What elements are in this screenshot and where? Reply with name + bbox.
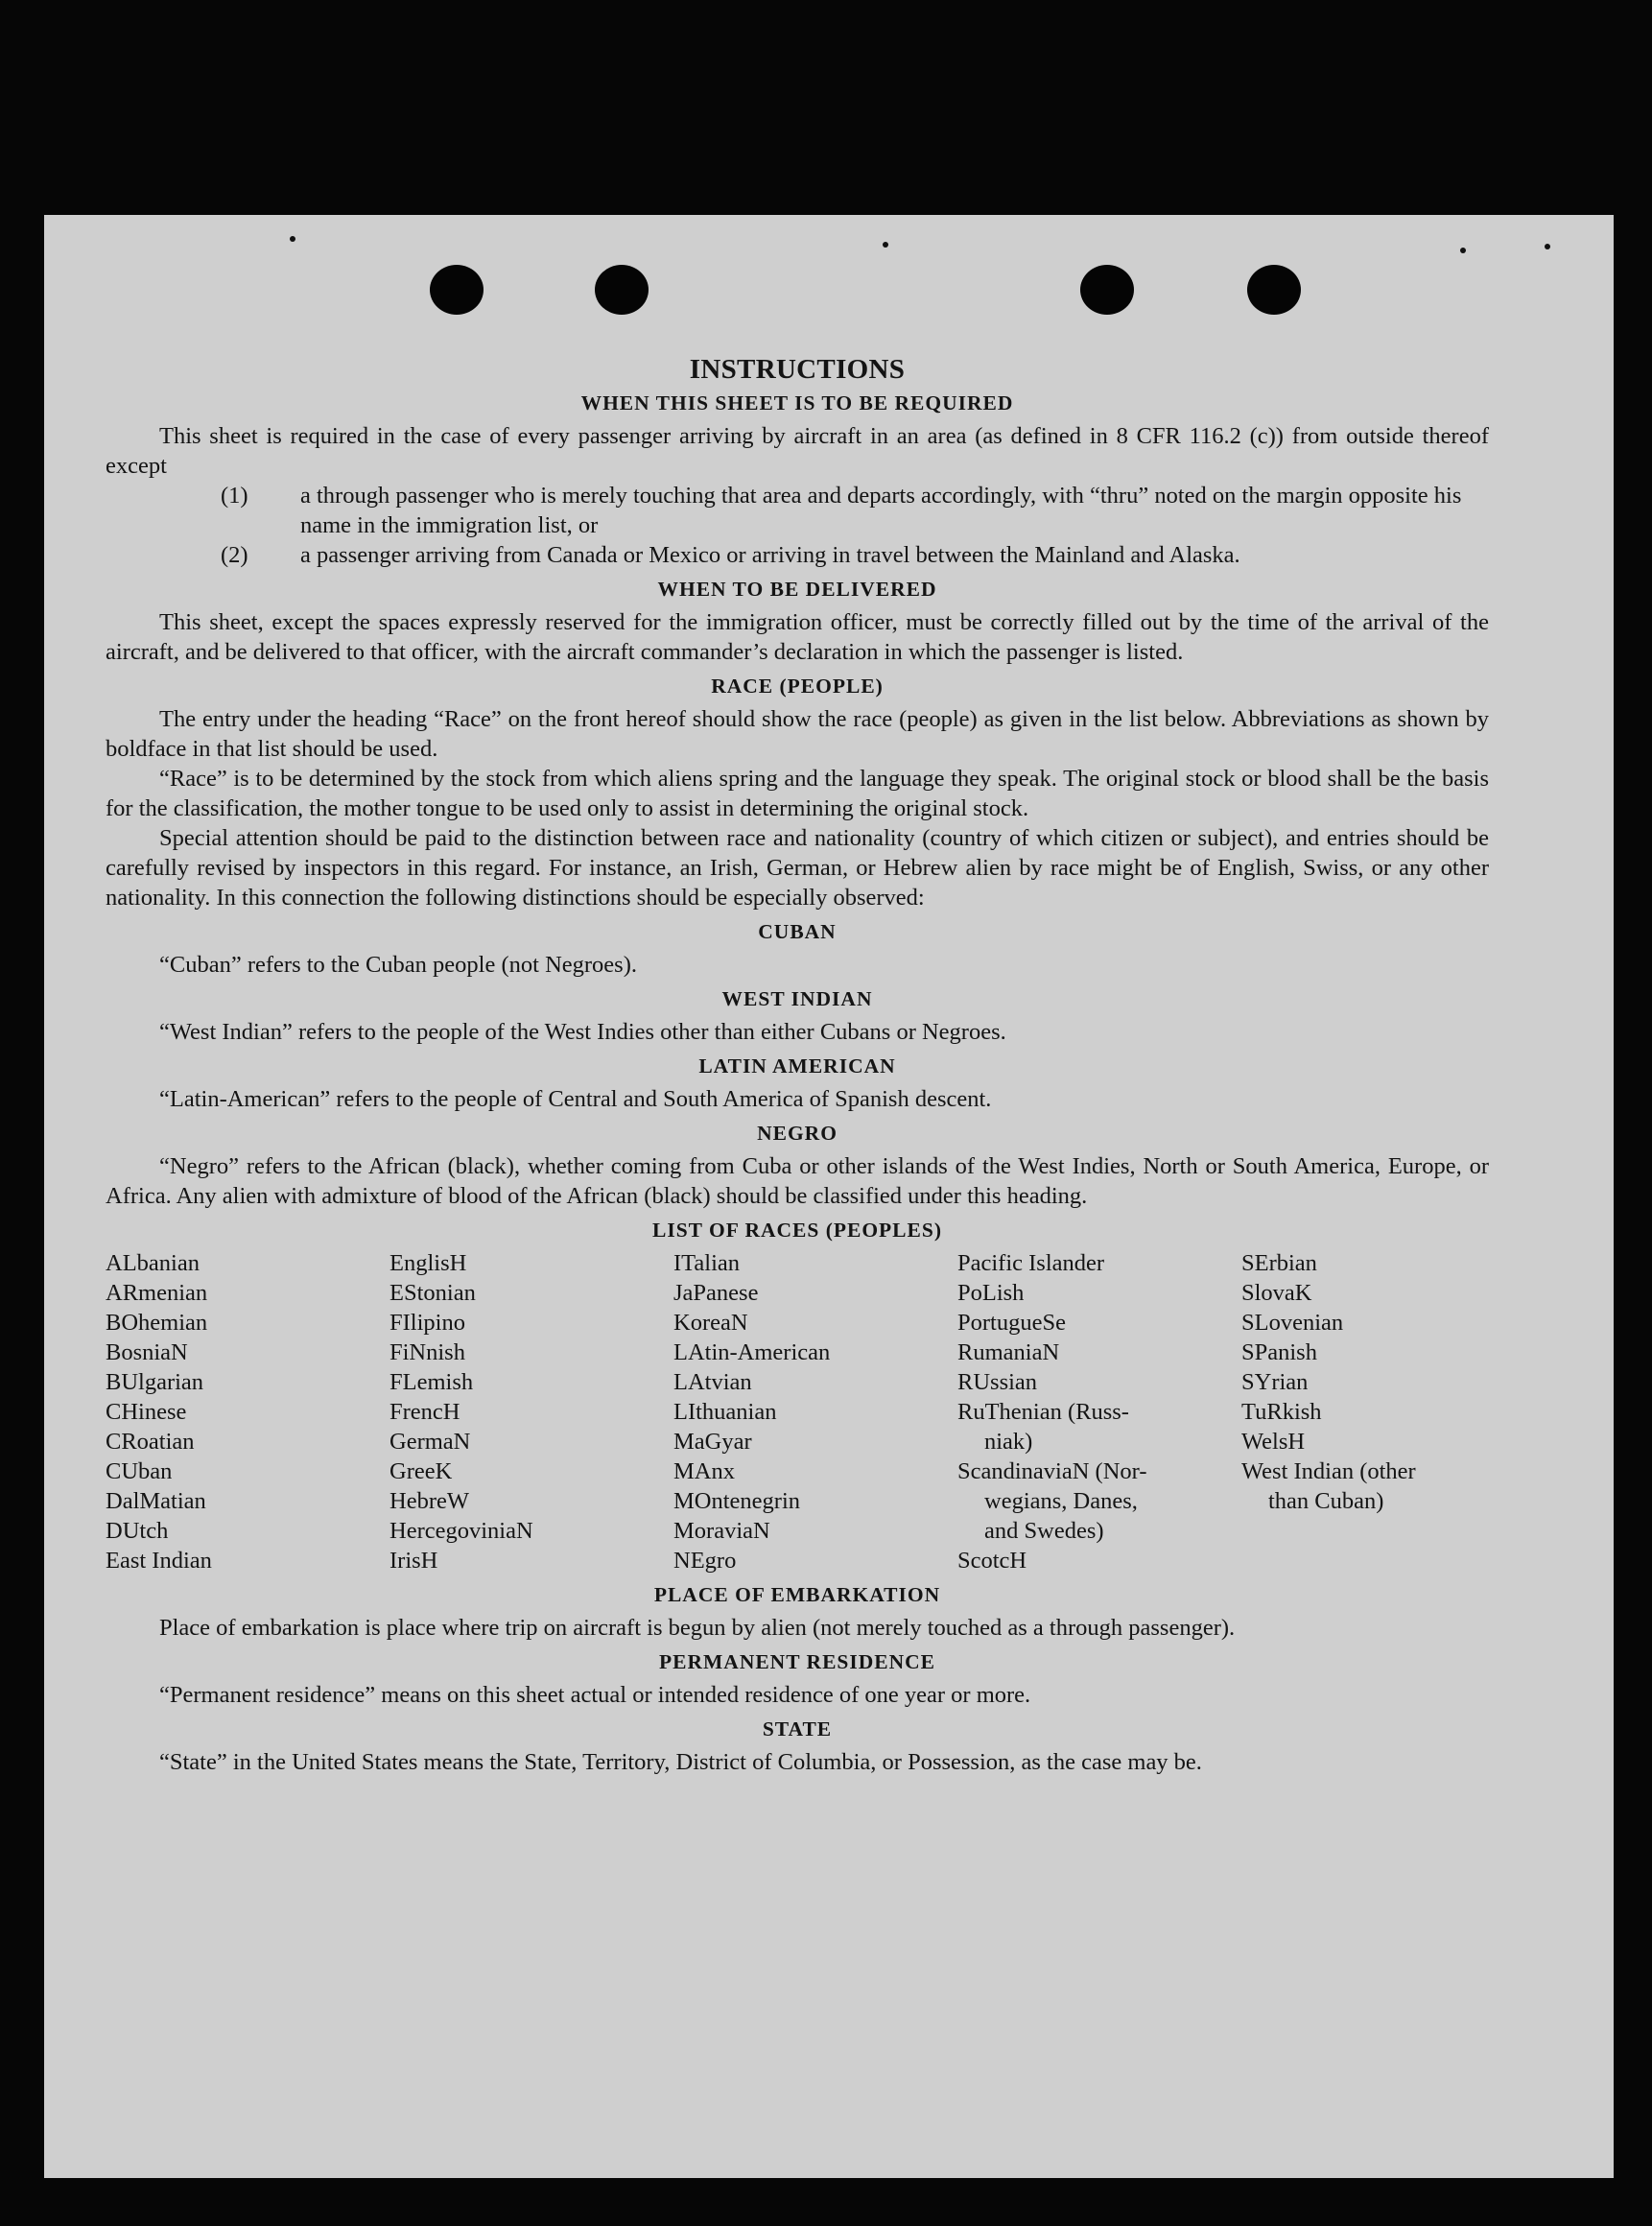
punch-hole — [1080, 265, 1134, 315]
race-paragraph-3: Special attention should be paid to the distinction between race and nationality (country of which citizen or subject), and entries should be carefully revised by inspectors in this regard. For instance, an Irish, German, or Hebrew alien by race might be of English, Swiss, or any other nationality. In this connection the following distinctions should be especially observed: — [106, 825, 1489, 911]
heading-when-delivered: WHEN TO BE DELIVERED — [657, 578, 937, 601]
race-item: ITalian — [673, 1250, 741, 1276]
race-item: DUtch — [106, 1518, 169, 1544]
required-intro: This sheet is required in the case of every passenger arriving by aircraft in an area (as defined in 8 CFR 116.2 (c)) from outside thereof except — [106, 423, 1489, 479]
races-column-3 — [673, 1248, 957, 1575]
punch-hole — [430, 265, 484, 315]
latin-american-text: “Latin-American” refers to the people of Central and South America of Spanish descent. — [159, 1086, 992, 1112]
race-item: RuThenian (Russ- — [957, 1399, 1129, 1425]
speck — [1460, 248, 1466, 253]
punch-hole — [1247, 265, 1301, 315]
punch-hole — [595, 265, 649, 315]
heading-place-of-embarkation: PLACE OF EMBARKATION — [653, 1583, 941, 1606]
document-sheet — [44, 215, 1614, 2178]
race-item: MAnx — [673, 1458, 735, 1484]
race-item: RumaniaN — [957, 1339, 1060, 1365]
race-item-continued: than Cuban) — [1268, 1488, 1384, 1514]
race-item: GermaN — [389, 1429, 471, 1455]
race-item: BUlgarian — [106, 1369, 204, 1395]
race-item: SLovenian — [1241, 1310, 1344, 1336]
race-paragraph-1: The entry under the heading “Race” on the front hereof should show the race (people) as given in the list below. Abbreviations as shown by boldface in that list should be used. — [106, 706, 1489, 762]
heading-list-of-races: LIST OF RACES (PEOPLES) — [652, 1219, 942, 1242]
race-item: TuRkish — [1241, 1399, 1322, 1425]
races-column-5 — [1241, 1248, 1489, 1575]
race-item: CRoatian — [106, 1429, 195, 1455]
race-item: ScandinaviaN (Nor- — [957, 1458, 1147, 1484]
races-column-4 — [957, 1248, 1241, 1575]
race-item: LAtin-American — [673, 1339, 831, 1365]
heading-race: RACE (PEOPLE) — [711, 675, 884, 698]
race-item: SErbian — [1241, 1250, 1317, 1276]
race-item: FrencH — [389, 1399, 460, 1425]
race-item: PoLish — [957, 1280, 1025, 1306]
race-item: MOntenegrin — [673, 1488, 800, 1514]
instructions-content — [106, 354, 1489, 1777]
race-item: NEgro — [673, 1548, 737, 1574]
heading-west-indian: WEST INDIAN — [721, 987, 873, 1010]
race-item: LAtvian — [673, 1369, 752, 1395]
speck — [1545, 244, 1550, 249]
race-item: ScotcH — [957, 1548, 1027, 1574]
item-text: a through passenger who is merely touching that area and departs accordingly, with “thru” noted on the margin opposite his name in the immigration list, or — [300, 483, 1462, 538]
page-title: INSTRUCTIONS — [689, 354, 906, 385]
heading-permanent-residence: PERMANENT RESIDENCE — [659, 1650, 935, 1673]
race-item: FLemish — [389, 1369, 474, 1395]
race-item: GreeK — [389, 1458, 453, 1484]
race-paragraph-2: “Race” is to be determined by the stock from which aliens spring and the language they speak. The original stock or blood shall be the basis for the classification, the mother tongue to be used only to assist in determining the original stock. — [106, 766, 1489, 821]
race-item: IrisH — [389, 1548, 438, 1574]
race-item: SPanish — [1241, 1339, 1317, 1365]
race-item: BOhemian — [106, 1310, 208, 1336]
item-text: a passenger arriving from Canada or Mexico or arriving in travel between the Mainland and Alaska. — [300, 542, 1240, 568]
race-item: DalMatian — [106, 1488, 206, 1514]
required-item-2 — [106, 540, 1489, 570]
heading-cuban: CUBAN — [758, 920, 837, 943]
race-item: JaPanese — [673, 1280, 759, 1306]
state-text: “State” in the United States means the State, Territory, District of Columbia, or Possession, as the case may be. — [159, 1749, 1202, 1775]
required-item-1 — [106, 481, 1489, 540]
speck — [883, 242, 888, 248]
race-item: PortugueSe — [957, 1310, 1066, 1336]
negro-text: “Negro” refers to the African (black), whether coming from Cuba or other islands of the West Indies, North or South America, Europe, or Africa. Any alien with admixture of blood of the African (black) should be classified under this heading. — [106, 1153, 1489, 1209]
races-column-1 — [106, 1248, 389, 1575]
item-number: (1) — [221, 483, 248, 509]
west-indian-text: “West Indian” refers to the people of the West Indies other than either Cubans or Negroes. — [159, 1019, 1006, 1045]
race-item: BosniaN — [106, 1339, 188, 1365]
race-item: FiNnish — [389, 1339, 465, 1365]
race-item: Pacific Islander — [957, 1250, 1105, 1276]
race-item-continued: wegians, Danes, — [984, 1488, 1138, 1514]
race-item: East Indian — [106, 1548, 212, 1574]
race-item: LIthuanian — [673, 1399, 777, 1425]
residence-text: “Permanent residence” means on this sheet actual or intended residence of one year or more. — [159, 1682, 1031, 1708]
delivered-text: This sheet, except the spaces expressly reserved for the immigration officer, must be correctly filled out by the time of the arrival of the aircraft, and be delivered to that officer, with the aircraft commander’s declaration in which the passenger is listed. — [106, 609, 1489, 665]
race-item: ARmenian — [106, 1280, 208, 1306]
race-item: KoreaN — [673, 1310, 748, 1336]
heading-latin-american: LATIN AMERICAN — [698, 1054, 896, 1077]
race-item: FIlipino — [389, 1310, 465, 1336]
race-item: HebreW — [389, 1488, 469, 1514]
heading-negro: NEGRO — [757, 1122, 838, 1145]
race-item: MaGyar — [673, 1429, 752, 1455]
race-item: MoraviaN — [673, 1518, 770, 1544]
race-item-continued: niak) — [984, 1429, 1033, 1455]
race-item: HercegoviniaN — [389, 1518, 533, 1544]
heading-when-required: WHEN THIS SHEET IS TO BE REQUIRED — [580, 391, 1014, 414]
race-item: SYrian — [1241, 1369, 1309, 1395]
race-item: EnglisH — [389, 1250, 467, 1276]
embarkation-text: Place of embarkation is place where trip on aircraft is begun by alien (not merely touched as a through passenger). — [159, 1615, 1236, 1641]
race-item: CUban — [106, 1458, 173, 1484]
race-item: SlovaK — [1241, 1280, 1312, 1306]
cuban-text: “Cuban” refers to the Cuban people (not Negroes). — [159, 952, 637, 978]
speck — [290, 236, 295, 242]
heading-state: STATE — [762, 1717, 833, 1741]
item-number: (2) — [221, 542, 248, 568]
race-item: RUssian — [957, 1369, 1038, 1395]
race-item: EStonian — [389, 1280, 476, 1306]
races-column-2 — [389, 1248, 673, 1575]
race-item-continued: and Swedes) — [984, 1518, 1104, 1544]
races-list — [106, 1248, 1489, 1575]
race-item: WelsH — [1241, 1429, 1306, 1455]
race-item: ALbanian — [106, 1250, 200, 1276]
race-item: CHinese — [106, 1399, 187, 1425]
race-item: West Indian (other — [1241, 1458, 1416, 1484]
